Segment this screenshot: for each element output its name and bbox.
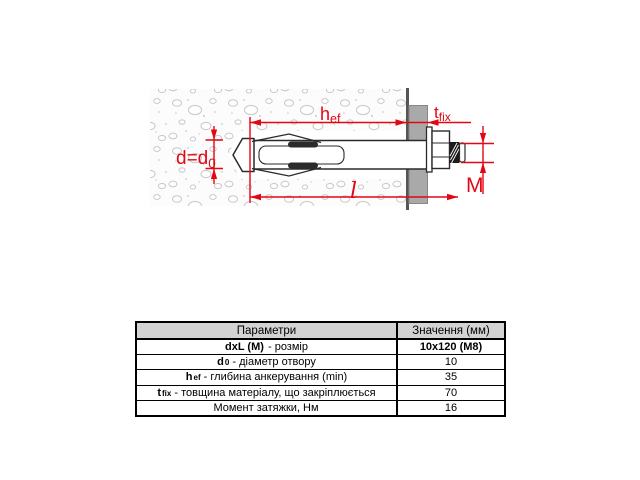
value-torque: 16 <box>397 400 505 416</box>
parameters-table-container <box>135 321 506 417</box>
param-hole-diameter: d0 - діаметр отвору <box>136 355 397 370</box>
param-anchor-depth: hef - глибина анкерування (min) <box>136 370 397 385</box>
param-material-thickness: tfix - товщина матеріалу, що закріплюється <box>136 385 397 400</box>
anchor-shaft <box>252 141 428 170</box>
hex-nut <box>432 131 450 169</box>
header-values: Значення (мм) <box>397 322 505 339</box>
table-header-row <box>136 322 505 339</box>
length-label: l <box>350 179 358 204</box>
length-arrow-right <box>447 194 458 200</box>
value-hole-diameter: 10 <box>397 355 505 370</box>
table-row-anchor-depth <box>136 370 505 385</box>
clip-slit-top <box>288 142 318 148</box>
thread-size-label: M <box>466 174 484 197</box>
thread-end-cap <box>460 143 466 162</box>
table-row-hole-diameter <box>136 355 505 370</box>
value-material-thickness: 70 <box>397 385 505 400</box>
param-torque: Момент затяжки, Нм <box>136 400 397 416</box>
thread-arrow-top <box>480 133 486 144</box>
thread-arrow-bottom <box>480 163 486 174</box>
value-size: 10x120 (M8) <box>397 339 505 355</box>
parameters-table <box>135 321 506 417</box>
table-row-torque <box>136 400 505 416</box>
clip-slit-bottom <box>288 163 318 169</box>
diameter-label: $d=d_0$ <box>176 148 216 171</box>
value-anchor-depth: 35 <box>397 370 505 385</box>
header-parameters: Параметри <box>136 322 397 339</box>
param-size: dxL (M) - розмір <box>136 339 397 355</box>
hef-label: hef <box>320 104 341 126</box>
tfix-label: tfix <box>434 103 451 124</box>
table-row-material-thickness <box>136 385 505 400</box>
table-row-size <box>136 339 505 355</box>
washer <box>427 127 433 172</box>
